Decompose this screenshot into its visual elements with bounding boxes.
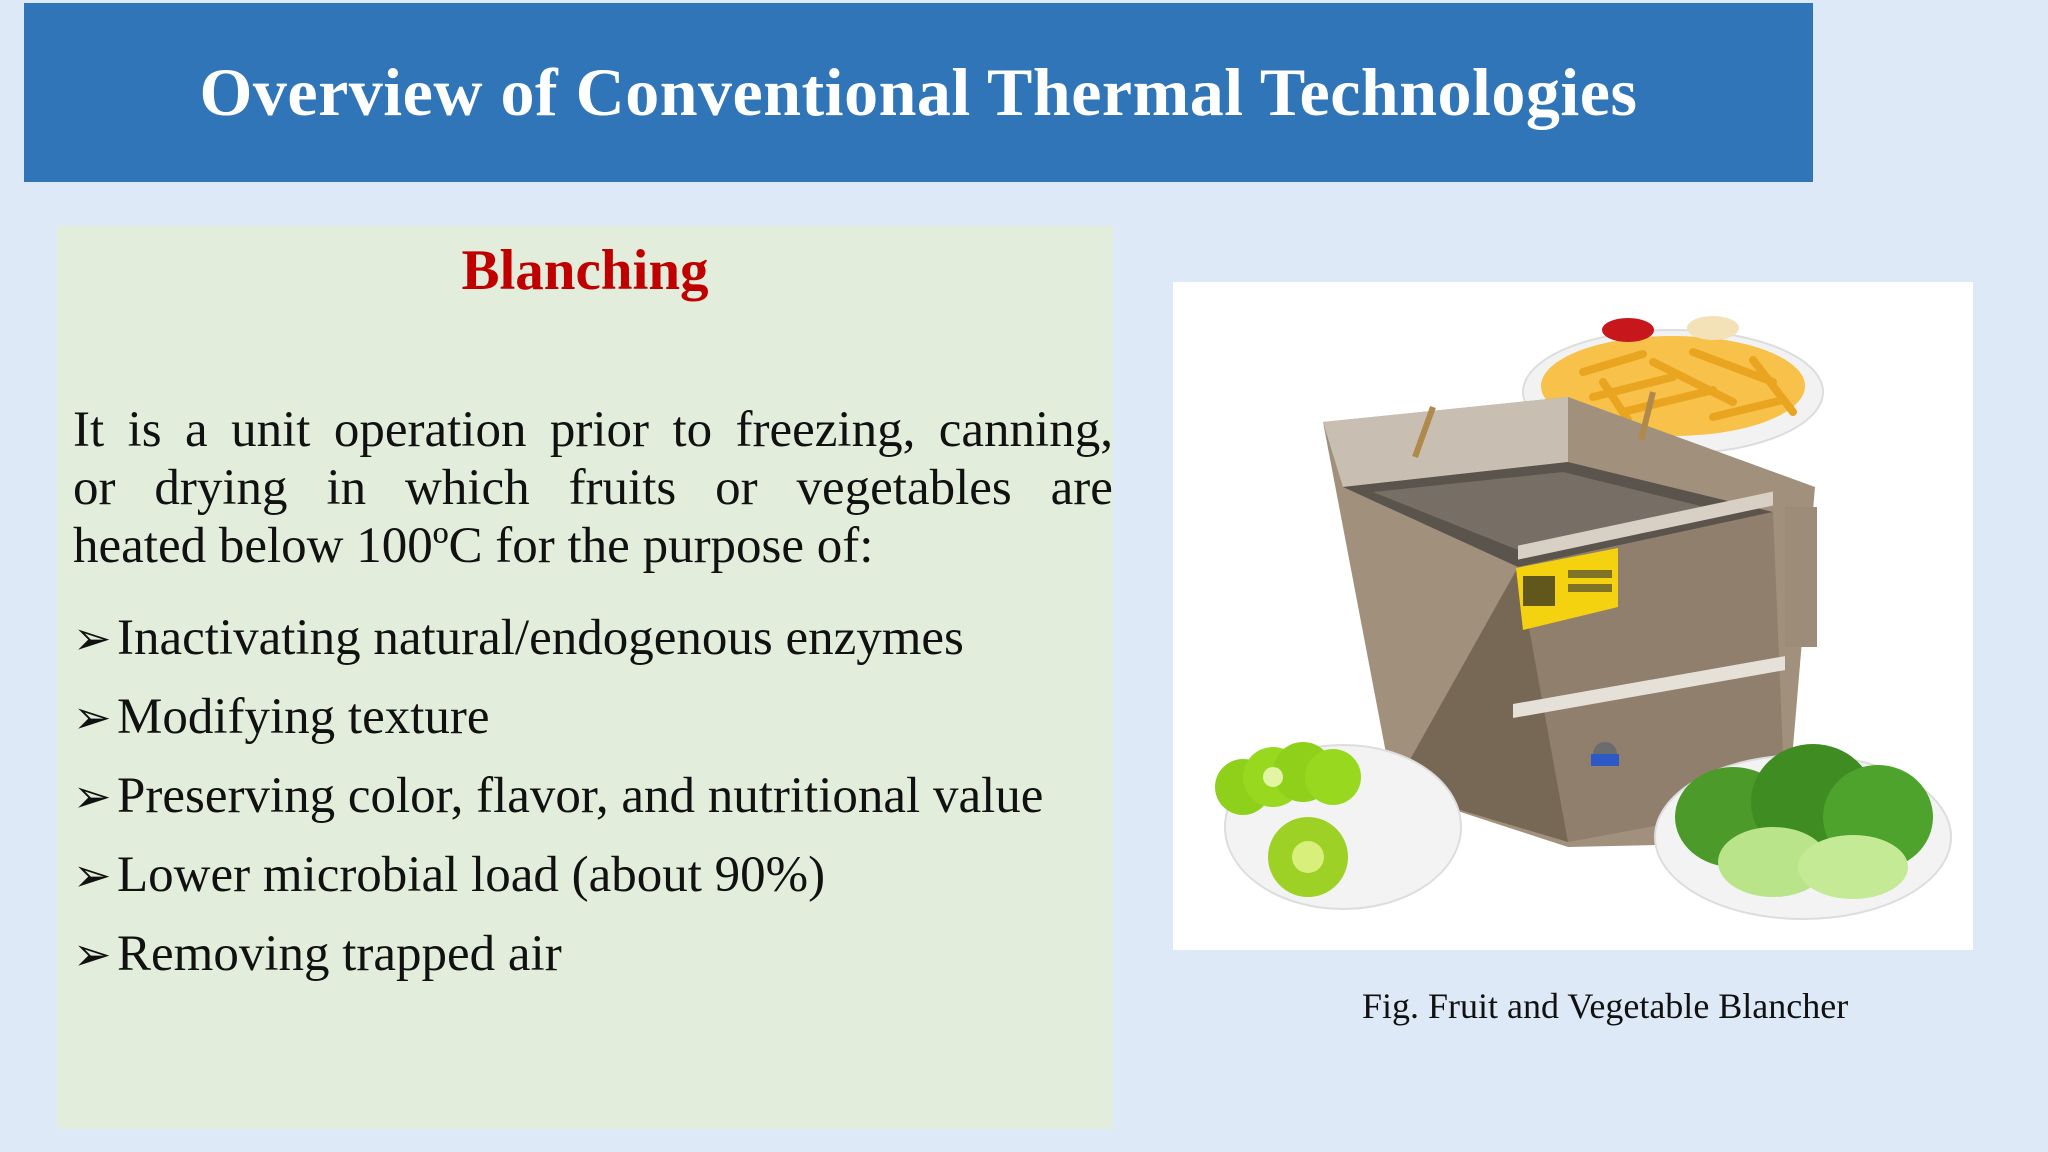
bullet-item: [73, 835, 1113, 914]
figure-caption: Fig. Fruit and Vegetable Blancher: [1362, 986, 1849, 1026]
intro-line: or drying in which fruits or vegetables are: [73, 460, 1113, 516]
arrow-bullet-icon: ➢: [73, 768, 112, 823]
bullet-text: Modifying texture: [117, 688, 490, 745]
bullet-item: [73, 598, 1113, 677]
blancher-illustration: [1173, 282, 1973, 950]
bullet-list: [73, 598, 1113, 993]
content-panel: [57, 226, 1113, 1129]
intro-line: It is a unit operation prior to freezing, canning,: [73, 402, 1113, 458]
arrow-bullet-icon: ➢: [73, 926, 112, 981]
kiwi-plate-icon: [1215, 742, 1461, 909]
section-heading: Blanching: [461, 239, 709, 302]
bullet-text: Lower microbial load (about 90%): [117, 846, 826, 903]
arrow-bullet-icon: ➢: [73, 847, 112, 902]
title-bar: [24, 3, 1813, 182]
arrow-bullet-icon: ➢: [73, 610, 112, 665]
bullet-text: Inactivating natural/endogenous enzymes: [117, 609, 964, 666]
arrow-bullet-icon: ➢: [73, 689, 112, 744]
slide-title: Overview of Conventional Thermal Technologies: [199, 54, 1638, 130]
bullet-text: Removing trapped air: [117, 925, 562, 982]
intro-paragraph: [73, 401, 1113, 575]
bullet-item: [73, 756, 1113, 835]
blancher-figure: [1173, 282, 1973, 950]
intro-line: heated below 100ºC for the purpose of:: [73, 518, 874, 574]
bullet-item: [73, 677, 1113, 756]
bullet-item: [73, 914, 1113, 993]
bullet-text: Preserving color, flavor, and nutritional value: [117, 767, 1044, 824]
